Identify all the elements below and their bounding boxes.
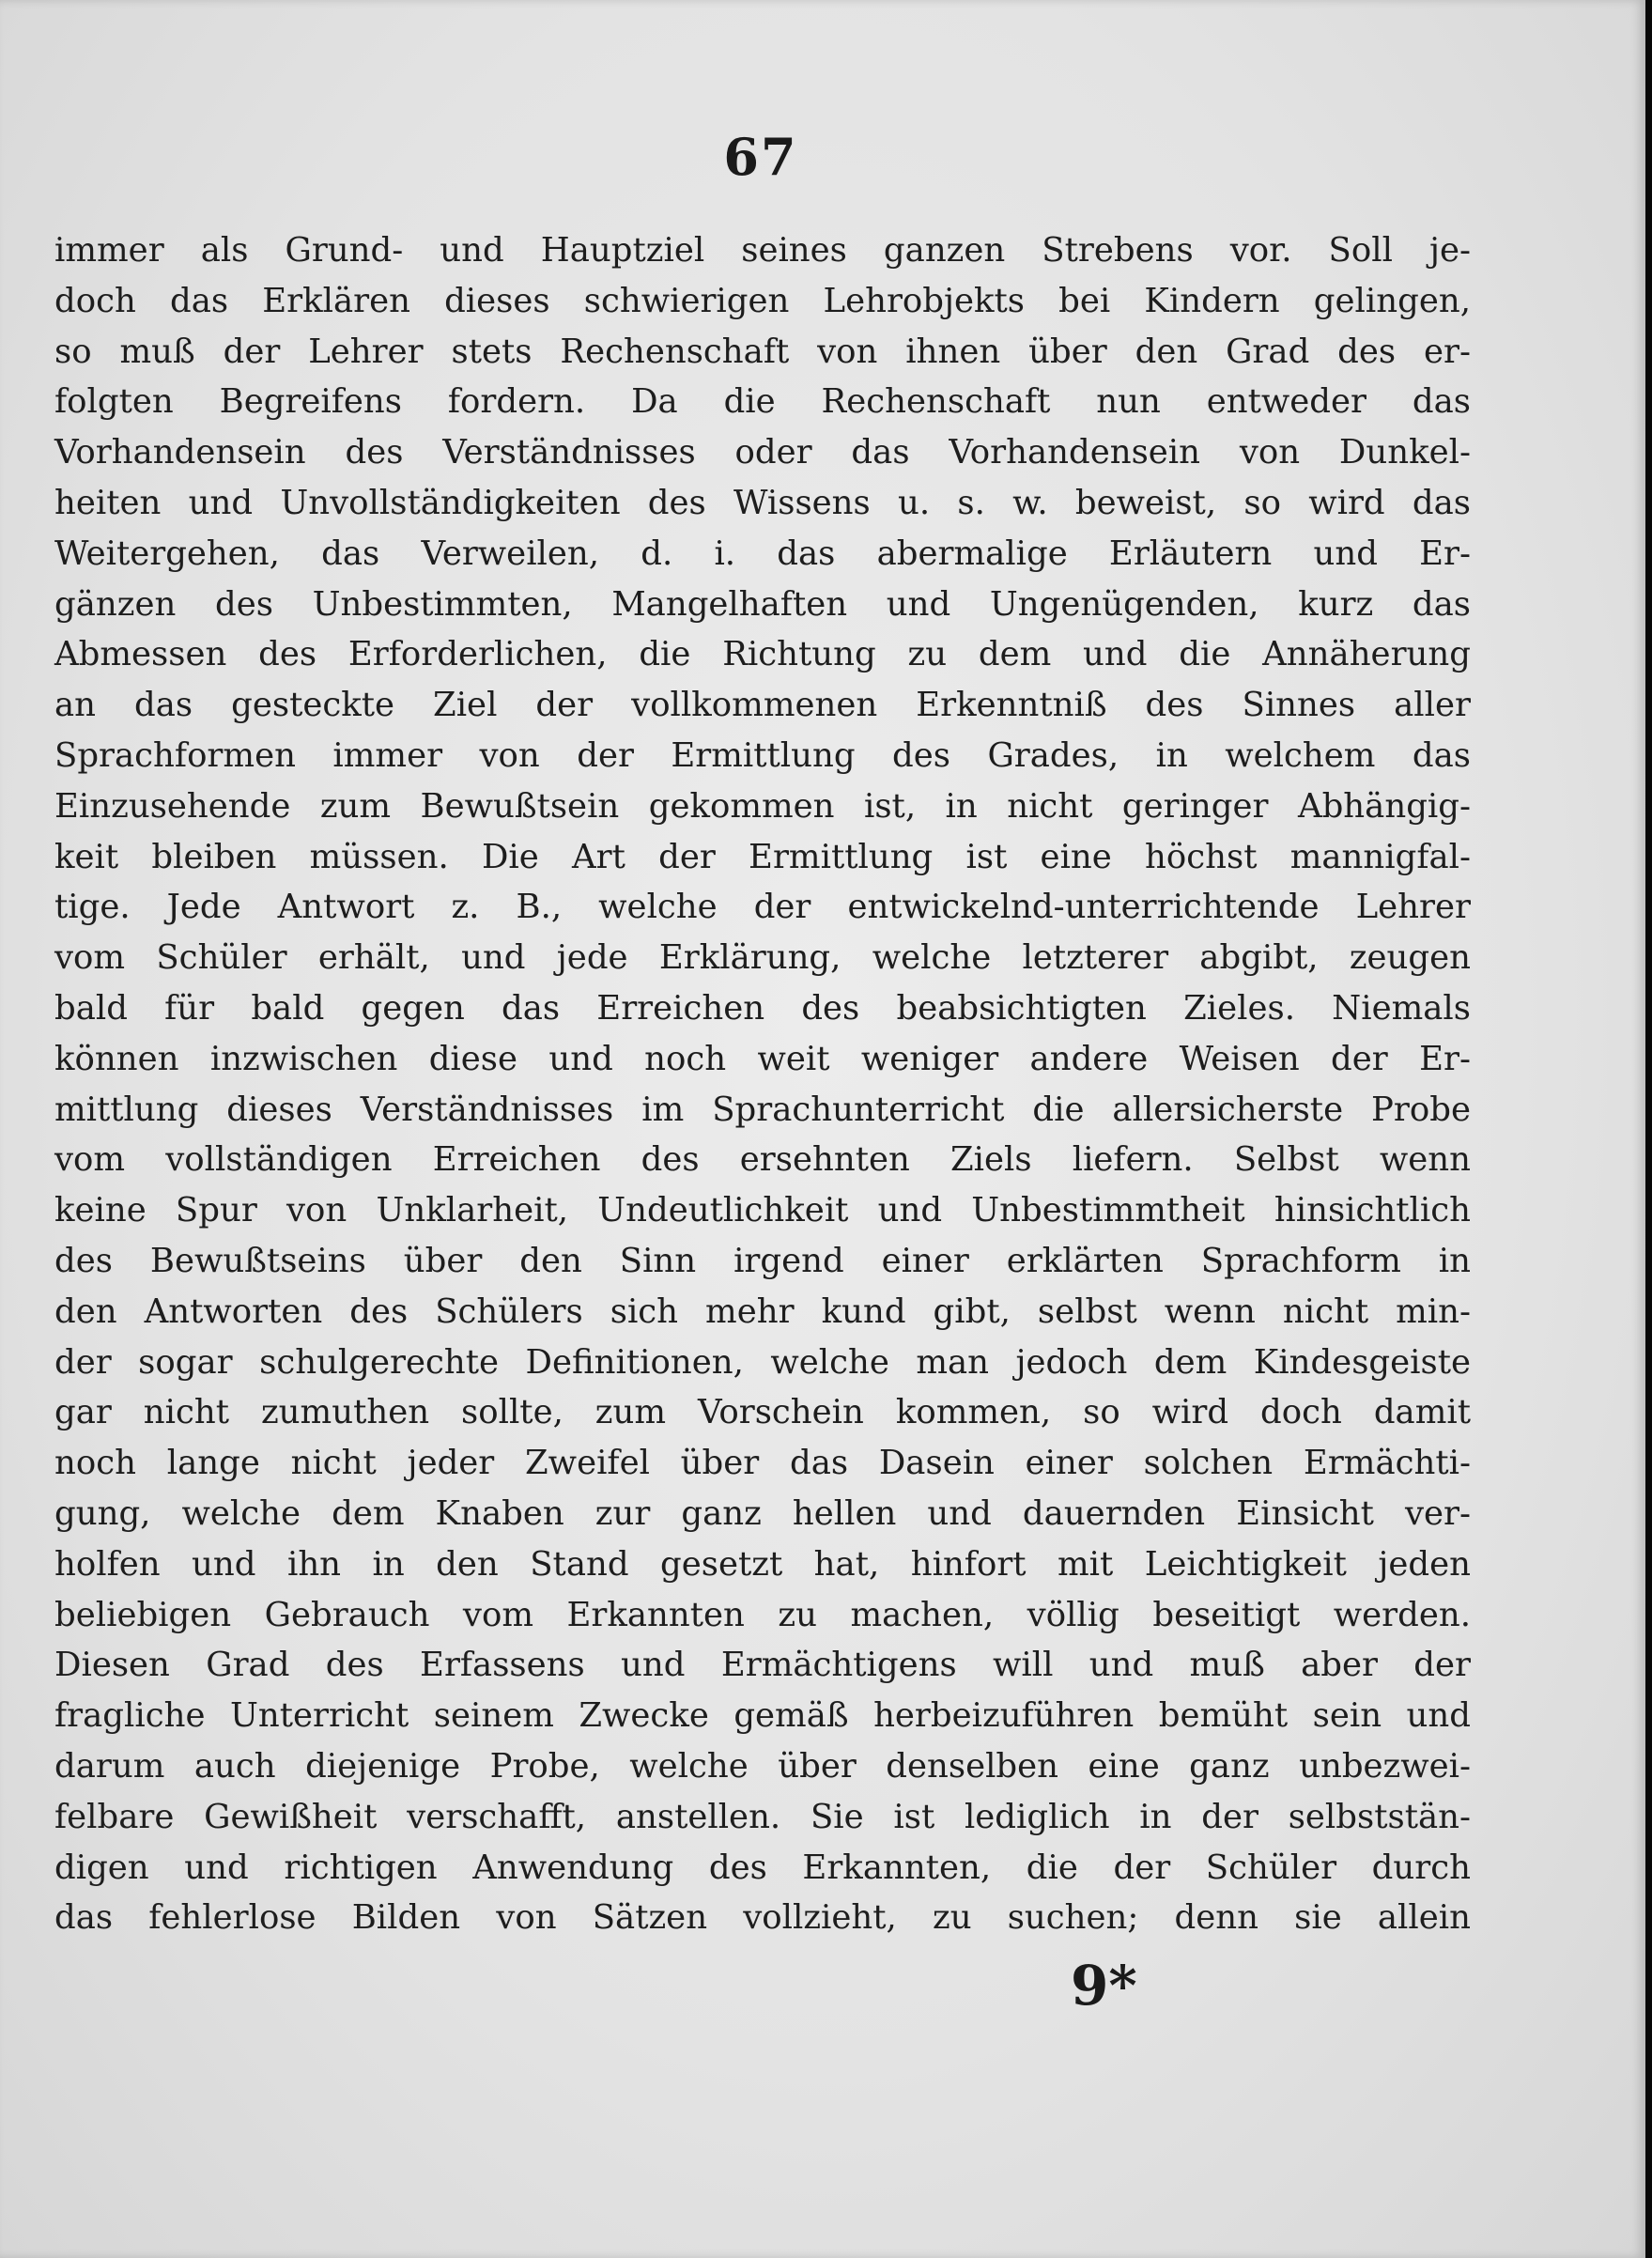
text-line: der sogar schulgerechte Definitionen, welche man jedoch dem Kindesgeiste — [54, 1342, 1471, 1382]
text-line: fragliche Unterricht seinem Zwecke gemäß herbeizuführen bemüht sein und — [54, 1696, 1471, 1736]
text-line: darum auch diejenige Probe, welche über denselben eine ganz unbezwei- — [54, 1746, 1471, 1786]
text-line: keine Spur von Unklarheit, Undeutlichkeit und Unbestimmtheit hinsichtlich — [54, 1191, 1471, 1230]
text-line: keit bleiben müssen. Die Art der Ermittlung ist eine höchst mannigfal- — [54, 837, 1471, 876]
text-line: Einzusehende zum Bewußtsein gekommen ist, in nicht geringer Abhängig- — [54, 786, 1471, 826]
text-line: noch lange nicht jeder Zweifel über das Dasein einer solchen Ermächti- — [54, 1444, 1471, 1483]
text-line: Weitergehen, das Verweilen, d. i. das abermalige Erläutern und Er- — [54, 534, 1471, 573]
text-line: den Antworten des Schülers sich mehr kund gibt, selbst wenn nicht min- — [54, 1291, 1471, 1331]
text-line: Diesen Grad des Erfassens und Ermächtigens will und muß aber der — [54, 1646, 1471, 1685]
text-line: vom Schüler erhält, und jede Erklärung, welche letzterer abgibt, zeugen — [54, 938, 1471, 978]
text-line: doch das Erklären dieses schwierigen Lehrobjekts bei Kindern gelingen, — [54, 281, 1471, 320]
text-line: gar nicht zumuthen sollte, zum Vorschein kommen, so wird doch damit — [54, 1393, 1471, 1432]
text-line: digen und richtigen Anwendung des Erkannten, die der Schüler durch — [54, 1848, 1471, 1887]
text-line: gung, welche dem Knaben zur ganz hellen und dauernden Einsicht ver- — [54, 1493, 1471, 1533]
text-line: vom vollständigen Erreichen des ersehnten Ziels liefern. Selbst wenn — [54, 1140, 1471, 1180]
text-line: holfen und ihn in den Stand gesetzt hat, hinfort mit Leichtigkeit jeden — [54, 1544, 1471, 1584]
page-edge-shadow — [1645, 0, 1652, 2258]
body-text — [54, 225, 1471, 1943]
text-line: können inzwischen diese und noch weit weniger andere Weisen der Er- — [54, 1039, 1471, 1078]
text-line: Abmessen des Erforderlichen, die Richtung zu dem und die Annäherung — [54, 635, 1471, 674]
text-line: immer als Grund- und Hauptziel seines ganzen Strebens vor. Soll je- — [54, 231, 1471, 270]
text-line: beliebigen Gebrauch vom Erkannten zu machen, völlig beseitigt werden. — [54, 1595, 1471, 1634]
text-line: tige. Jede Antwort z. B., welche der entwickelnd-unterrichtende Lehrer — [54, 888, 1471, 927]
signature-mark: 9* — [1071, 1954, 1137, 2018]
text-line: bald für bald gegen das Erreichen des beabsichtigten Zieles. Niemals — [54, 988, 1471, 1028]
text-line: des Bewußtseins über den Sinn irgend einer erklärten Sprachform in — [54, 1241, 1471, 1280]
text-line: Vorhandensein des Verständnisses oder das Vorhandensein von Dunkel- — [54, 433, 1471, 472]
text-line: Sprachformen immer von der Ermittlung des Grades, in welchem das — [54, 735, 1471, 775]
text-line: gänzen des Unbestimmten, Mangelhaften und Ungenügenden, kurz das — [54, 584, 1471, 624]
text-line: das fehlerlose Bilden von Sätzen vollzieht, zu suchen; denn sie allein — [54, 1898, 1471, 1938]
text-line: heiten und Unvollständigkeiten des Wissens u. s. w. beweist, so wird das — [54, 483, 1471, 522]
text-line: felbare Gewißheit verschafft, anstellen. Sie ist lediglich in der selbststän- — [54, 1797, 1471, 1836]
text-line: mittlung dieses Verständnisses im Sprachunterricht die allersicherste Probe — [54, 1090, 1471, 1129]
text-line: folgten Begreifens fordern. Da die Rechenschaft nun entweder das — [54, 382, 1471, 422]
text-line: an das gesteckte Ziel der vollkommenen Erkenntniß des Sinnes aller — [54, 686, 1471, 725]
text-line: so muß der Lehrer stets Rechenschaft von ihnen über den Grad des er- — [54, 332, 1471, 371]
page-number: 67 — [723, 127, 798, 187]
